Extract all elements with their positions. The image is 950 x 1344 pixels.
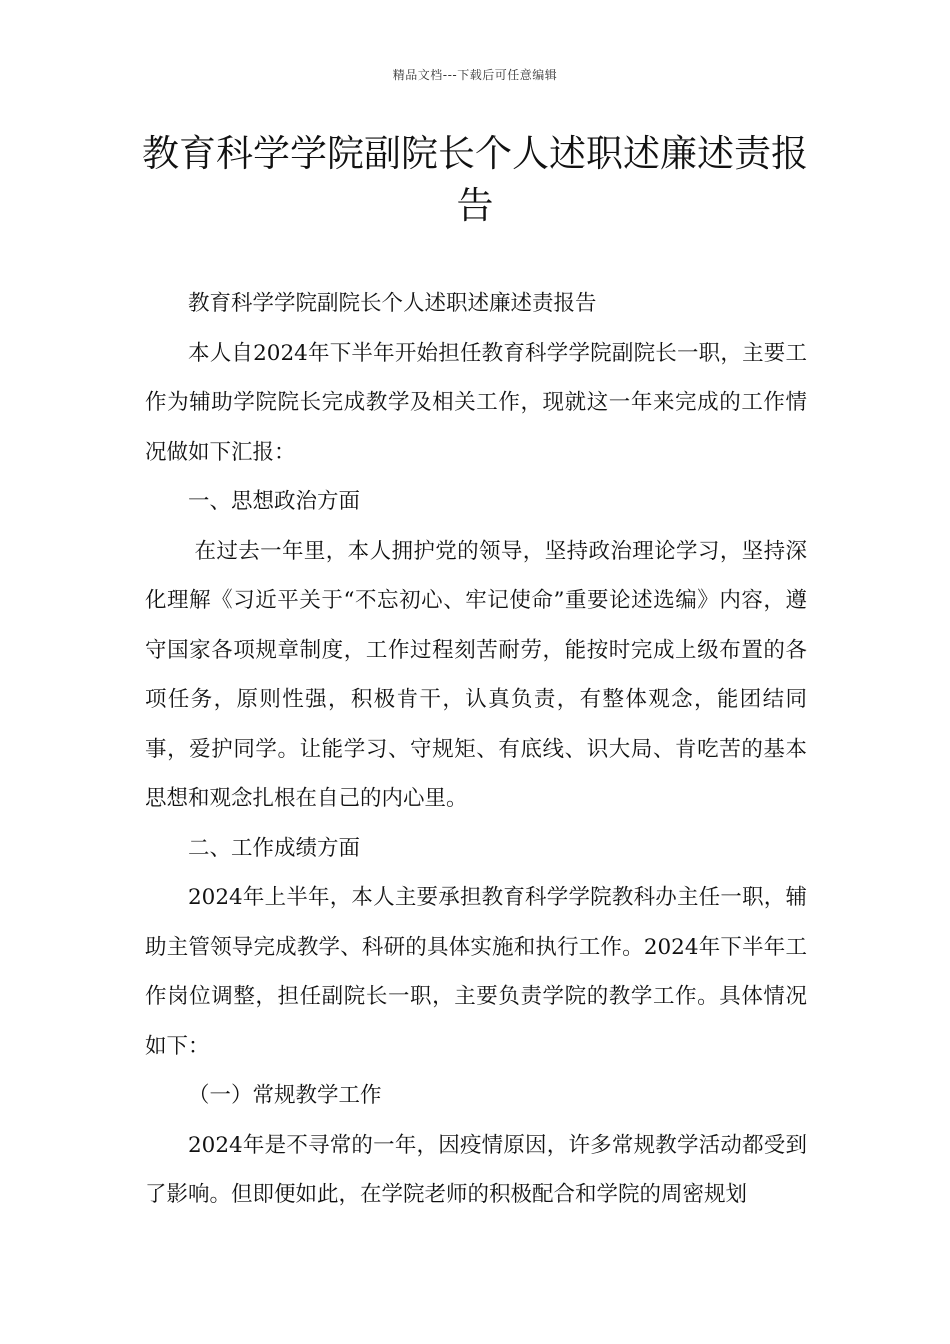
paragraph-routine-teaching: 2024年是不寻常的一年，因疫情原因，许多常规教学活动都受到了影响。但即便如此，在学院老师的积极配合和学院的周密规划 [145, 1132, 807, 1207]
document-body [145, 279, 807, 1220]
document-title: 教育科学学院副院长个人述职述廉述责报告 [142, 132, 808, 227]
paragraph-intro: 本人自2024年下半年开始担任教育科学学院副院长一职，主要工作为辅助学院院长完成教学及相关工作，现就这一年来完成的工作情况做如下汇报： [145, 340, 807, 465]
header-note: 精品文档---下载后可任意编辑 [392, 68, 558, 82]
section-heading-achievements: 二、工作成绩方面 [188, 835, 361, 861]
section-heading-politics: 一、思想政治方面 [188, 489, 361, 514]
paragraph-politics: 在过去一年里，本人拥护党的领导，坚持政治理论学习，坚持深化理解《习近平关于“不忘初心、牢记使命”重要论述选编》内容，遵守国家各项规章制度，工作过程刻苦耐劳，能按时完成上级布置的各项任务，原则性强，积极肯干，认真负责，有整体观念，能团结同事，爱护同学。让能学习、守规矩、有底线、识大局、肯吃苦的基本思想和观念扎根在自己的内心里。 [145, 538, 807, 811]
paragraph-achievements: 2024年上半年，本人主要承担教育科学学院教科办主任一职，辅助主管领导完成教学、科研的具体实施和执行工作。2024年下半年工作岗位调整，担任副院长一职，主要负责学院的教学工作。具体情况如下： [145, 885, 807, 1059]
subsection-heading-routine-teaching: （一）常规教学工作 [188, 1083, 382, 1108]
paragraph-subtitle: 教育科学学院副院长个人述职述廉述责报告 [188, 291, 597, 316]
